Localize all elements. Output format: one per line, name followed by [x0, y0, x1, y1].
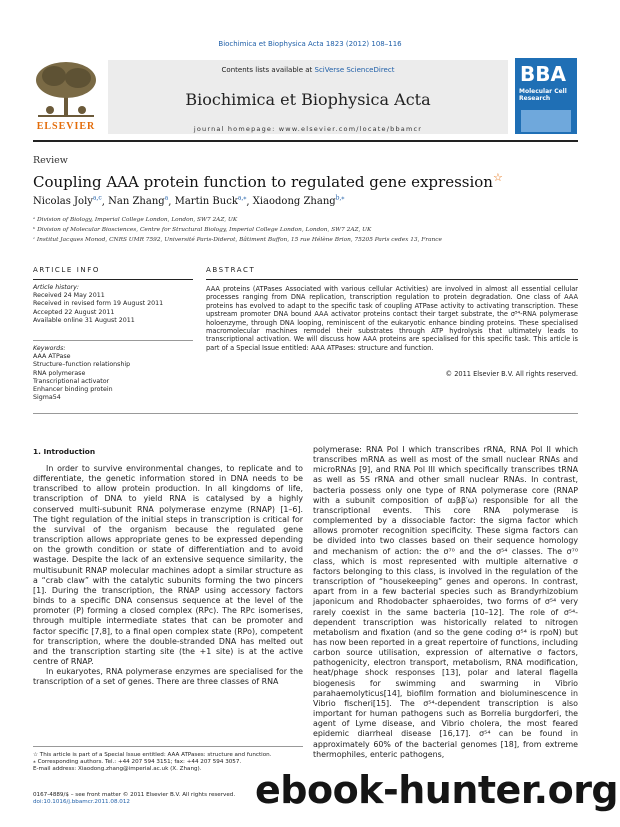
body-right-column	[313, 445, 578, 760]
keywords: Keywords: AAA ATPase Structure–function relationship RNA polymerase Transcriptional activator Enhancer binding protein Sigma54	[33, 345, 198, 402]
abstract-copyright: © 2011 Elsevier B.V. All rights reserved.	[445, 370, 578, 378]
issn-doi	[33, 792, 235, 807]
footnote: ☆ This article is part of a Special Issue entitled: AAA ATPases: structure and function.	[33, 752, 272, 758]
footnote: ⁎ Corresponding authors. Tel.: +44 207 594 3151; fax: +44 207 594 3057.	[33, 759, 242, 766]
contents-prefix: Contents lists available at	[221, 66, 315, 74]
section-heading: 1. Introduction	[33, 447, 96, 456]
doi-link[interactable]: doi:10.1016/j.bbamcr.2011.08.012	[33, 799, 130, 806]
keyword: RNA polymerase	[33, 369, 86, 377]
affiliation: ᵇ Division of Molecular Biosciences, Centre for Structural Biology, Imperial College London, London, SW7 2AZ, UK	[33, 227, 372, 233]
cover-subtitle: Molecular Cell Research	[519, 88, 567, 102]
issn: 0167-4889/$ – see front matter © 2011 Elsevier B.V. All rights reserved.	[33, 792, 236, 798]
footnote-email[interactable]: E-mail address: Xiaodong.zhang@imperial.ac.uk (X. Zhang).	[33, 766, 202, 773]
keyword: AAA ATPase	[33, 353, 71, 361]
paper-title-text: Coupling AAA protein function to regulated gene expression	[33, 173, 493, 191]
title-footnote-mark[interactable]: ☆	[492, 171, 503, 184]
journal-citation[interactable]: Biochimica et Biophysica Acta 1823 (2012) 108–116	[218, 40, 402, 48]
cover-title: BBA	[520, 62, 566, 86]
sciencedirect-link[interactable]: SciVerse ScienceDirect	[314, 66, 395, 74]
affiliation: ᶜ Institut Jacques Monod, CNRS UMR 7592, Université Paris-Diderot, Bâtiment Buffon, 15 rue Hélène Brion, 75205 Paris cedex 13, France	[33, 237, 442, 243]
abstract-text: AAA proteins (ATPases Associated with various cellular Activities) are involved in almost all essential cellular processes ranging from DNA replication, transcription regulation to protein degradation. One class of AAA proteins has evolved to adapt to the specific task of coupling ATPase activity to activating transcription. These upstream promoter DNA bound AAA activator proteins contact their target substrate, the σ⁵⁴-RNA polymerase holoenzyme, through DNA looping, reminiscent of the eukaryotic enhance binding proteins. These specialised macromolecular machines remodel their substrates through ATP hydrolysis that ultimately leads to transcriptional activation. We will discuss how AAA proteins are specialised for this specific task. This article is part of a Special Issue entitled: AAA ATPases: structure and function.	[206, 285, 578, 352]
journal-homepage[interactable]: journal homepage: www.elsevier.com/locate/bbamcr	[193, 125, 423, 133]
article-info-rule	[33, 279, 193, 280]
journal-title: Biochimica et Biophysica Acta	[185, 90, 431, 109]
info-divider	[33, 340, 193, 341]
article-info-heading: ARTICLE INFO	[33, 266, 100, 274]
paragraph: In order to survive environmental changes, to replicate and to differentiate, the genetic information stored in DNA needs to be transcribed to allow protein production. In all kingdoms of life, transcription of DNA to yield RNA is catalysed by a highly conserved multi-subunit RNA polymerase enzyme (RNAP) [1–6]. The tight regulation of the initial steps in transcription is critical for the survival of the organism because the regulated gene transcription allows appropriate genes to be expressed depending on the growth condition or state of differentiation and to avoid wastage. Despite the lack of an extensive sequence similarity, the multisubunit RNAP molecular machines adopt a similar structure as a “crab claw” with the catalytic subunits forming the two pincers [1]. During the transcription, the RNAP using accessory factors binds to a specific DNA consensus sequence at the level of the promoter (P) forming a closed complex (RPc). The RPc isomerises, through multiple intermediate states that can be promoter and factor specific [7,8], to a final open complex state (RPo), competent for transcription, where the double-stranded DNA has melted out and the transcription starting site (the +1 site) is at the active centre of RNAP.	[33, 464, 303, 666]
abstract-bottom-rule	[33, 413, 578, 414]
author[interactable]: Nicolas Joly$^{a,c}$	[33, 195, 102, 208]
contents-line	[108, 66, 508, 74]
publisher-name: ELSEVIER	[36, 121, 96, 132]
paper-title	[33, 171, 503, 191]
article-type: Review	[33, 155, 68, 166]
watermark: ebook-hunter.org	[255, 768, 619, 812]
keyword: Transcriptional activator	[33, 377, 110, 385]
keyword: Enhancer binding protein	[33, 386, 113, 394]
author[interactable]: Nan Zhang$^a$	[108, 195, 169, 208]
journal-cover	[515, 58, 577, 134]
abstract-heading: ABSTRACT	[206, 266, 256, 274]
abstract-rule	[206, 279, 578, 280]
paragraph: In eukaryotes, RNA polymerase enzymes are specialised for the transcription of a set of genes. There are three classes of RNA	[33, 667, 303, 687]
paragraph: polymerase: RNA Pol I which transcribes rRNA, RNA Pol II which transcribes mRNA as well as most of the small nuclear RNAs and microRNAs [9], and RNA Pol III which specifically transcribes tRNA as well as 5S rRNA and other small nuclear RNAs. In contrast, bacteria possess only one type of RNA polymerase core (RNAP with a subunit composition of α₂ββ′ω) responsible for all the transcriptional events. This core RNA polymerase is complemented by a dissociable factor: the sigma factor which allows promoter recognition specificity. These sigma factors can be divided into two classes based on their sequence homology and mechanism of action: the σ⁷⁰ and the σ⁵⁴ classes. The σ⁷⁰ class, which is most represented with multiple alternative σ factors belonging to this class, is involved in the regulation of the transcription of “housekeeping” genes and operons. In contrast, apart from in a few bacterial species such as Brandyrhizobium japonicum and Rhodobacter sphaeroides, two forms of σ⁵⁴ very rarely coexist in the same bacteria [10–12]. The role of σ⁵⁴-dependent transcription was historically related to nitrogen metabolism and fixation (and so the gene coding σ⁵⁴ is rpoN) but has now been reported in a great repertoire of functions, including carbon source utilisation, expression of alternative σ factors, pathogenicity, electron transport, metabolism, RNA modification, heat/phage shock responses [13], polar and lateral flagella biogenesis for swimming and swarming in Vibrio parahaemolyticus[14], biofilm formation and bioluminescence in Vibrio fischeri[15]. The σ⁵⁴-dependent transcription is also important for human pathogens such as Borrelia burgdorferi, the agent of Lyme disease, and Vibrio cholera, the most feared epidemic diarrheal disease [16,17]. σ⁵⁴ can be found in approximately 60% of the bacterial genomes [18], from extreme thermophiles, enteric pathogens,	[313, 445, 578, 759]
header-rule	[33, 140, 578, 142]
author[interactable]: Xiaodong Zhang$^{b,⁎}$	[252, 195, 345, 208]
author-list: Nicolas Joly$^{a,c}$, Nan Zhang$^a$, Martin Buck$^{a,⁎}$, Xiaodong Zhang$^{b,⁎}$	[33, 195, 345, 208]
body-left-column	[33, 464, 303, 687]
affiliation: ᵃ Division of Biology, Imperial College London, London, SW7 2AZ, UK	[33, 217, 238, 223]
footnote-rule	[33, 746, 303, 747]
keyword: Sigma54	[33, 394, 61, 402]
keyword: Structure–function relationship	[33, 361, 131, 369]
author[interactable]: Martin Buck$^{a,⁎}$	[174, 195, 247, 208]
article-history: Article history: Received 24 May 2011 Received in revised form 19 August 2011 Accepted 22 August 2011 Available online 31 August 2011	[33, 284, 164, 324]
